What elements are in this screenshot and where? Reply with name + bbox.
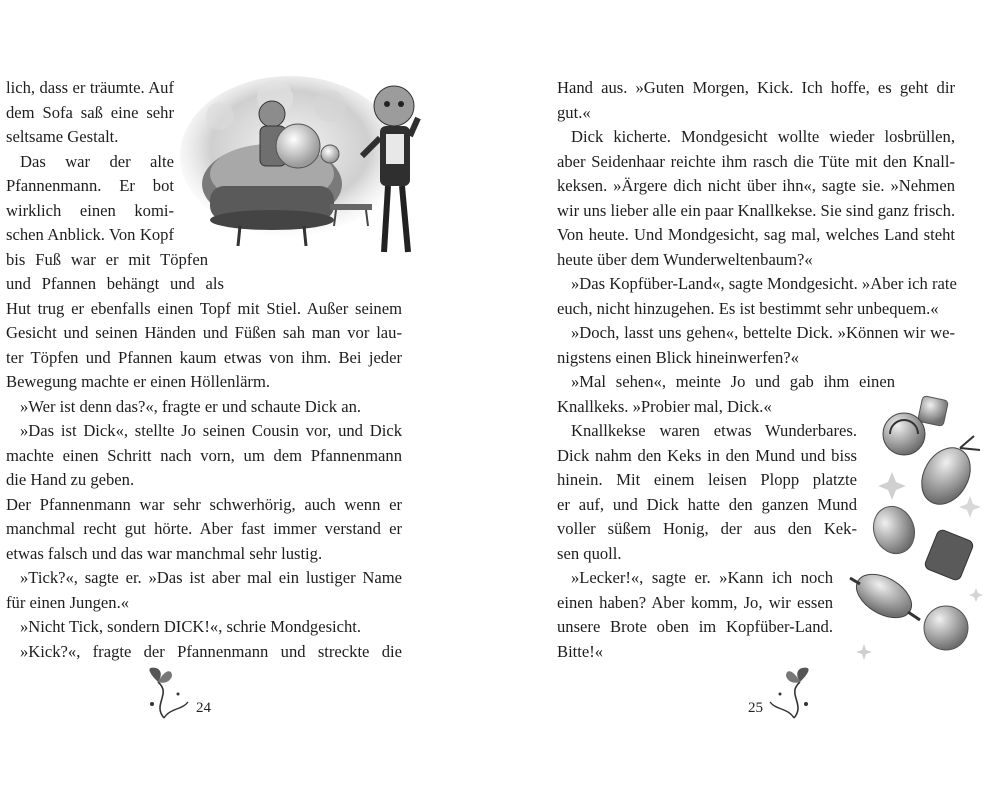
text-line: Knallkekse waren etwas Wunderbares. xyxy=(571,421,857,440)
text-line: »Nicht Tick, sondern DICK!«, schrie Mondgesicht. xyxy=(20,617,362,636)
text-line: wirklich einen komi- xyxy=(6,200,174,220)
text-line: Von heute. Und Mondgesicht, sag mal, welches Land steht xyxy=(557,225,955,244)
text-line: und Pfannen behängt und als xyxy=(6,274,224,293)
pfannenmann-illustration xyxy=(180,76,428,272)
text-line: einen haben? Aber komm, Jo, wir essen xyxy=(557,592,833,612)
text-line: Gesicht und seinen Händen und Füßen sah man vor lau- xyxy=(6,323,402,342)
text-line: »Tick?«, sagte er. »Das ist aber mal ein lustiger Name xyxy=(20,568,402,587)
text-line: wir uns lieber alle ein paar Knallkekse. Sie sind ganz frisch. xyxy=(557,200,956,220)
text-line: für einen Jungen.« xyxy=(6,592,130,612)
text-line: machte einen Schritt nach vorn, um dem Pfannenmann xyxy=(6,445,402,465)
text-line: aber Seidenhaar reichte ihm rasch die Tüte mit den Knall- xyxy=(557,151,955,171)
text-line: heute über dem Wunderweltenbaum?« xyxy=(557,249,813,269)
knallkekse-illustration xyxy=(842,392,992,664)
page-number-left: 24 xyxy=(196,700,211,716)
text-line: nigstens einen Blick hineinwerfen?« xyxy=(557,347,799,367)
text-line: er auf, und Dick hatte den ganzen Mund xyxy=(557,494,857,514)
text-line: Pfannenmann. Er bot xyxy=(6,176,174,195)
text-line: euch, nicht hinzugehen. Es ist bestimmt sehr unbequem.« xyxy=(557,298,939,318)
text-line: seltsame Gestalt. xyxy=(6,127,119,146)
text-line: bis Fuß war er mit Töpfen xyxy=(6,249,208,269)
text-line: voller süßem Honig, der aus den Kek- xyxy=(557,519,857,538)
text-line: »Das ist Dick«, stellte Jo seinen Cousin vor, und Dick xyxy=(20,421,402,440)
text-line: »Kick?«, fragte der Pfannenmann und streckte die xyxy=(20,641,402,661)
text-line: gut.« xyxy=(557,102,591,122)
text-line: »Lecker!«, sagte er. »Kann ich noch xyxy=(571,568,833,587)
text-line: schen Anblick. Von Kopf xyxy=(6,225,174,244)
butterfly-ornament-left xyxy=(142,664,194,720)
text-line: Dick nahm den Keks in den Mund und biss xyxy=(557,445,857,465)
text-line: hinein. Mit einem leisen Plopp platzte xyxy=(557,470,857,489)
text-line: »Doch, lasst uns gehen«, bettelte Dick. »Können wir we- xyxy=(571,323,955,342)
text-line: »Wer ist denn das?«, fragte er und schaute Dick an. xyxy=(20,396,362,416)
butterfly-ornament-right xyxy=(764,664,816,720)
text-line: Bitte!« xyxy=(557,641,604,661)
text-line: »Mal sehen«, meinte Jo und gab ihm einen xyxy=(571,372,895,391)
text-line: ter Töpfen und Pfannen kaum etwas von ihm. Bei jeder xyxy=(6,347,402,367)
text-line: Hand aus. »Guten Morgen, Kick. Ich hoffe, es geht dir xyxy=(557,78,955,97)
text-line: lich, dass er träumte. Auf xyxy=(6,78,174,97)
text-line: keksen. »Ärgere dich nicht über ihn«, sagte sie. »Nehmen xyxy=(557,176,955,195)
text-line: Der Pfannenmann war sehr schwerhörig, auch wenn er xyxy=(6,494,402,514)
text-line: dem Sofa saß eine sehr xyxy=(6,102,174,122)
text-line: Knallkeks. »Probier mal, Dick.« xyxy=(557,396,772,416)
text-line: manchmal recht gut hörte. Aber fast immer verstand er xyxy=(6,519,402,538)
text-line: Das war der alte xyxy=(20,151,174,171)
text-line: sen quoll. xyxy=(557,543,622,563)
text-line: Bewegung machte er einen Höllenlärm. xyxy=(6,372,271,391)
text-line: »Das Kopfüber-Land«, sagte Mondgesicht. »Aber ich rate xyxy=(571,274,957,293)
page-number-right: 25 xyxy=(748,700,763,716)
text-line: Dick kicherte. Mondgesicht wollte wieder losbrüllen, xyxy=(571,127,955,146)
text-line: die Hand zu geben. xyxy=(6,470,135,489)
text-line: etwas falsch und das war manchmal sehr lustig. xyxy=(6,543,323,563)
text-line: Hut trug er ebenfalls einen Topf mit Stiel. Außer seinem xyxy=(6,298,402,318)
text-line: unsere Brote oben im Kopfüber-Land. xyxy=(557,617,833,636)
right-page xyxy=(500,0,1000,800)
